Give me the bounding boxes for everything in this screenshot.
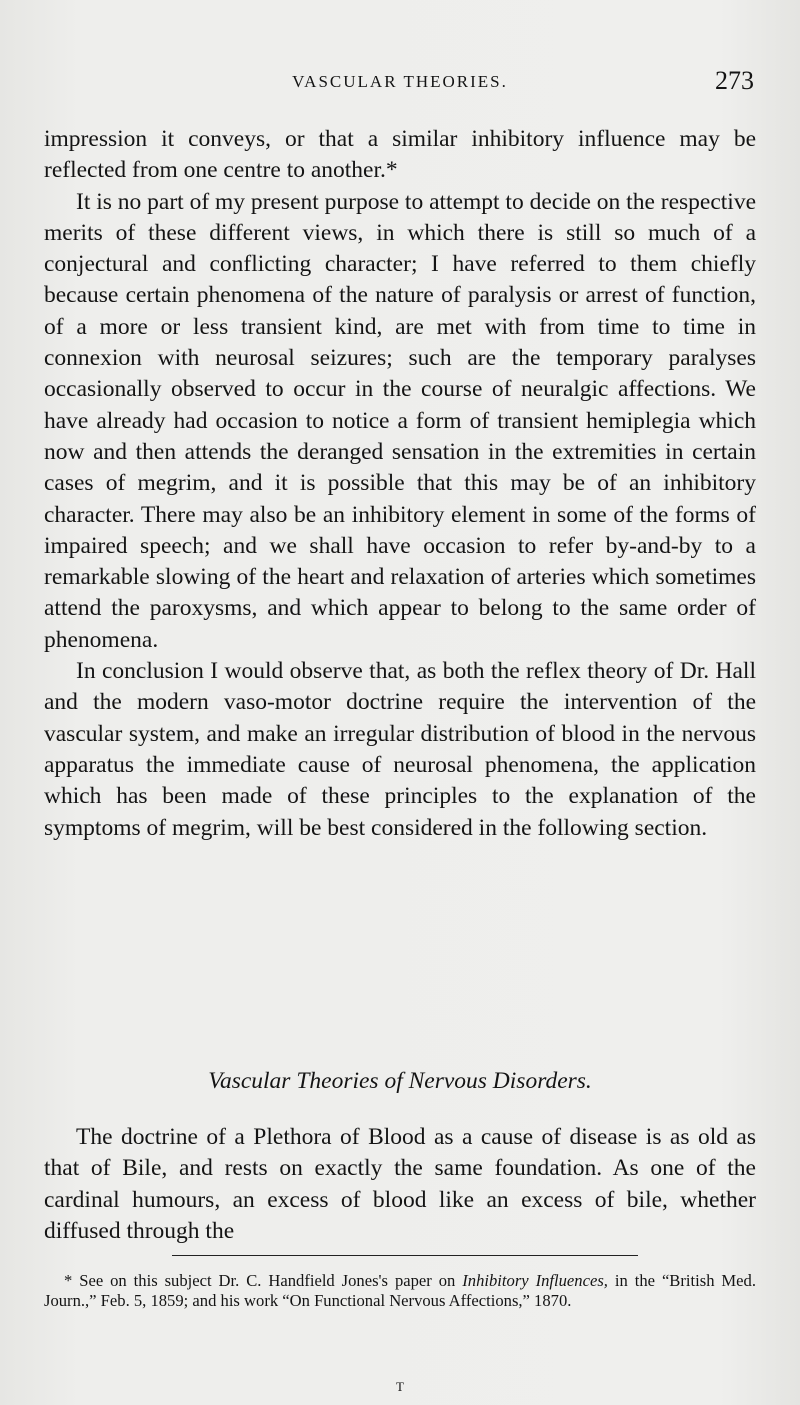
body-text bbox=[44, 124, 756, 844]
footnote-text-part2: in the “British Med. Journ.,” Feb. 5, 1859; and his work “On Functional Nervous Affections,” 1870. bbox=[44, 1271, 756, 1310]
running-title: VASCULAR THEORIES. bbox=[292, 72, 508, 91]
footnote bbox=[44, 1271, 756, 1310]
paragraph-3: In conclusion I would observe that, as both the reflex theory of Dr. Hall and the modern vaso-motor doctrine require the intervention of the vascular system, and make an irregular distribution of blood in the nervous apparatus the immediate cause of neurosal phenomena, the application which has been made of these principles to the explanation of the symptoms of megrim, will be best considered in the following section. bbox=[44, 658, 756, 841]
footnote-text bbox=[44, 1271, 756, 1310]
section-paragraph: The doctrine of a Plethora of Blood as a cause of disease is as old as that of Bile, and rests on exactly the same foundation. As one of the cardinal humours, an excess of blood like an excess of bile, whether diffused through the bbox=[44, 1124, 756, 1244]
paragraph-1: impression it conveys, or that a similar inhibitory influence may be reflected from one centre to another.* bbox=[44, 126, 756, 184]
signature-mark: T bbox=[396, 1379, 404, 1394]
footnote-rule bbox=[172, 1255, 638, 1256]
running-head bbox=[44, 66, 756, 100]
footnote-text-part1: * See on this subject Dr. C. Handfield Jones's paper on bbox=[64, 1271, 463, 1290]
paragraph-2: It is no part of my present purpose to attempt to decide on the respective merits of these different views, in which there is still so much of a conjectural and conflicting character; I have referred to them chiefly because certain phenomena of the nature of paralysis or arrest of function, of a more or less transient kind, are met with from time to time in connexion with neurosal seizures; such are the temporary paralyses occasionally observed to occur in the course of neuralgic affections. We have already had occasion to notice a form of transient hemiplegia which now and then attends the deranged sensation in the extremities in certain cases of megrim, and it is possible that this may be of an inhibitory character. There may also be an inhibitory element in some of the forms of impaired speech; and we shall have occasion to refer by-and-by to a remarkable slowing of the heart and relaxation of arteries which sometimes attend the paroxysms, and which appear to belong to the same order of phenomena. bbox=[44, 188, 756, 653]
section-text bbox=[44, 1122, 756, 1247]
footnote-italic-title: Inhibitory Influences, bbox=[462, 1271, 608, 1290]
page-number: 273 bbox=[715, 66, 754, 95]
section-heading: Vascular Theories of Nervous Disorders. bbox=[208, 1068, 592, 1094]
